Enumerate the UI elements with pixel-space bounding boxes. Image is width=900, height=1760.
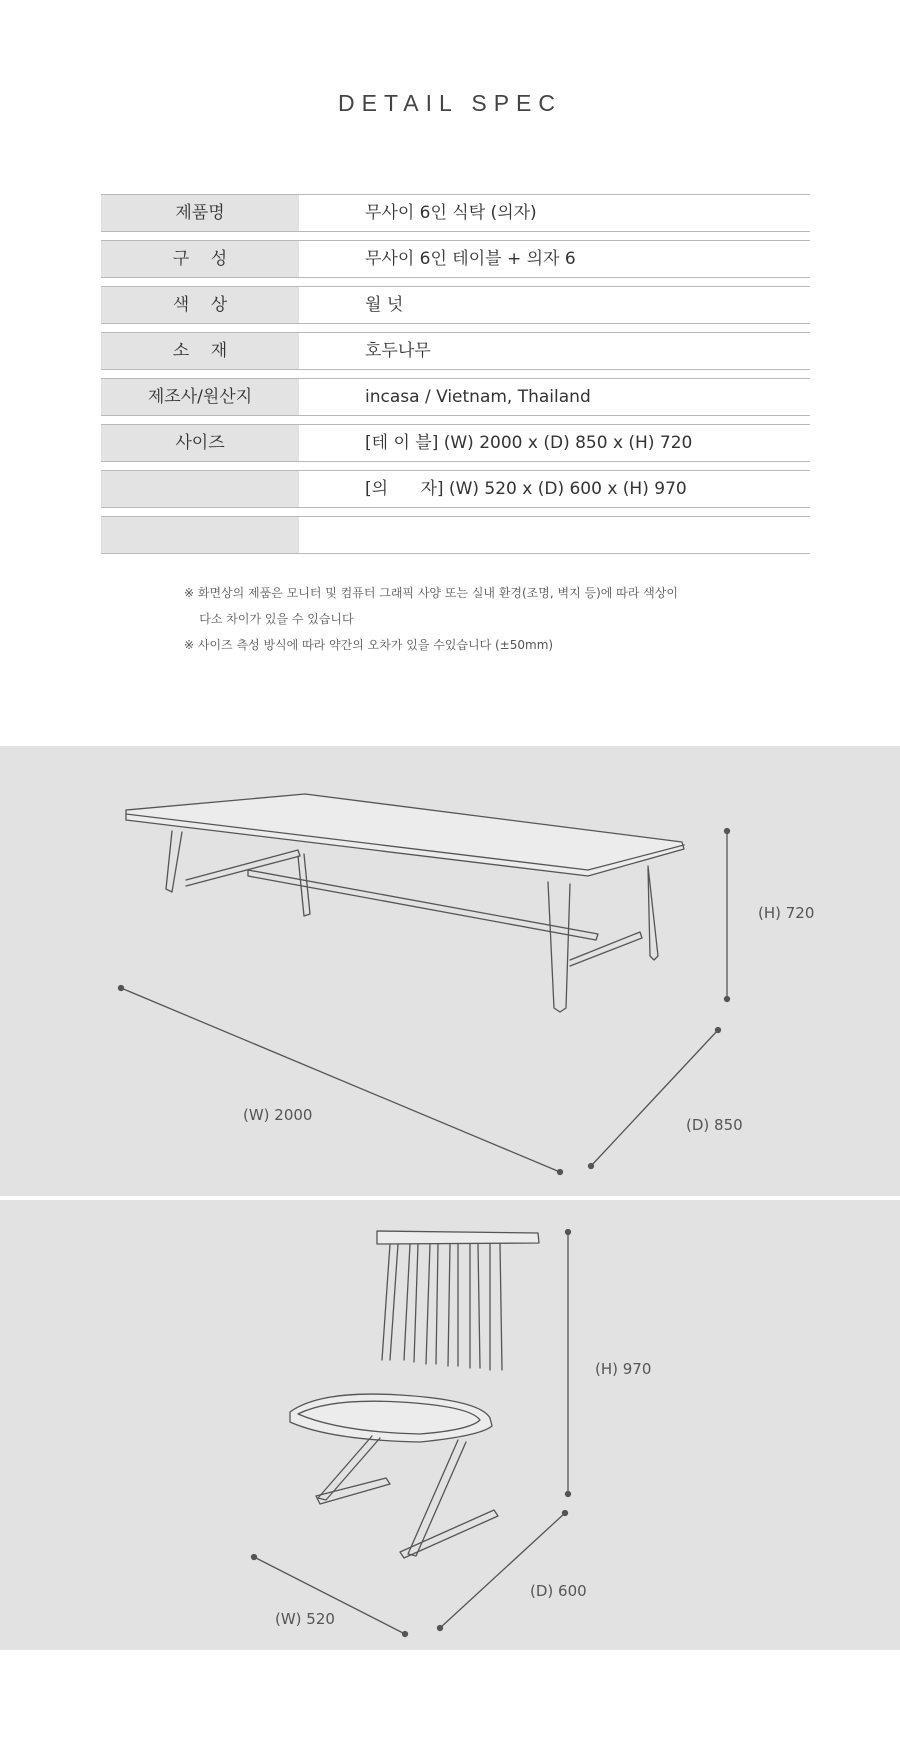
notes [184,580,678,658]
note-line: ※ 사이즈 측성 방식에 따라 약간의 오차가 있을 수있습니다 (±50mm) [184,638,554,652]
spec-row-size-chair [101,470,810,508]
table-diagram-panel [0,746,900,1196]
spec-label: 제품명 [101,195,299,231]
table-width-label: (W) 2000 [243,1106,313,1124]
spec-row-empty [101,516,810,554]
chair-width-label: (W) 520 [275,1610,335,1628]
note-line: 다소 차이가 있을 수 있습니다 [184,612,354,626]
spec-row-manufacturer [101,378,810,416]
spec-row-color [101,286,810,324]
spec-value: 무사이 6인 테이블 + 의자 6 [365,249,576,269]
spec-row-material [101,332,810,370]
table-depth-label: (D) 850 [686,1116,743,1134]
table-drawing [0,746,900,1196]
table-height-label: (H) 720 [758,904,815,922]
spec-value: 무사이 6인 식탁 (의자) [365,203,537,223]
chair-height-label: (H) 970 [595,1360,652,1378]
spec-row-composition [101,240,810,278]
spec-row-product-name [101,194,810,232]
spec-label: 구 성 [101,241,299,277]
spec-value: 호두나무 [365,341,431,361]
spec-value: 월 넛 [365,295,404,315]
note-line: ※ 화면상의 제품은 모니터 및 컴퓨터 그래픽 사양 또는 실내 환경(조명, 벽지 등)에 따라 색상이 [184,586,678,600]
spec-label: 색 상 [101,287,299,323]
chair-depth-label: (D) 600 [530,1582,587,1600]
spec-row-size-table [101,424,810,462]
spec-label [101,517,299,553]
chair-drawing [0,1200,900,1650]
chair-diagram-panel [0,1200,900,1650]
spec-label: 소 재 [101,333,299,369]
spec-label [101,471,299,507]
page-title: DETAIL SPEC [338,90,562,116]
spec-value: [테 이 블] (W) 2000 x (D) 850 x (H) 720 [365,433,693,453]
spec-label: 제조사/원산지 [101,379,299,415]
spec-value: [의 자] (W) 520 x (D) 600 x (H) 970 [365,479,687,499]
spec-label: 사이즈 [101,425,299,461]
spec-value: incasa / Vietnam, Thailand [365,387,591,407]
